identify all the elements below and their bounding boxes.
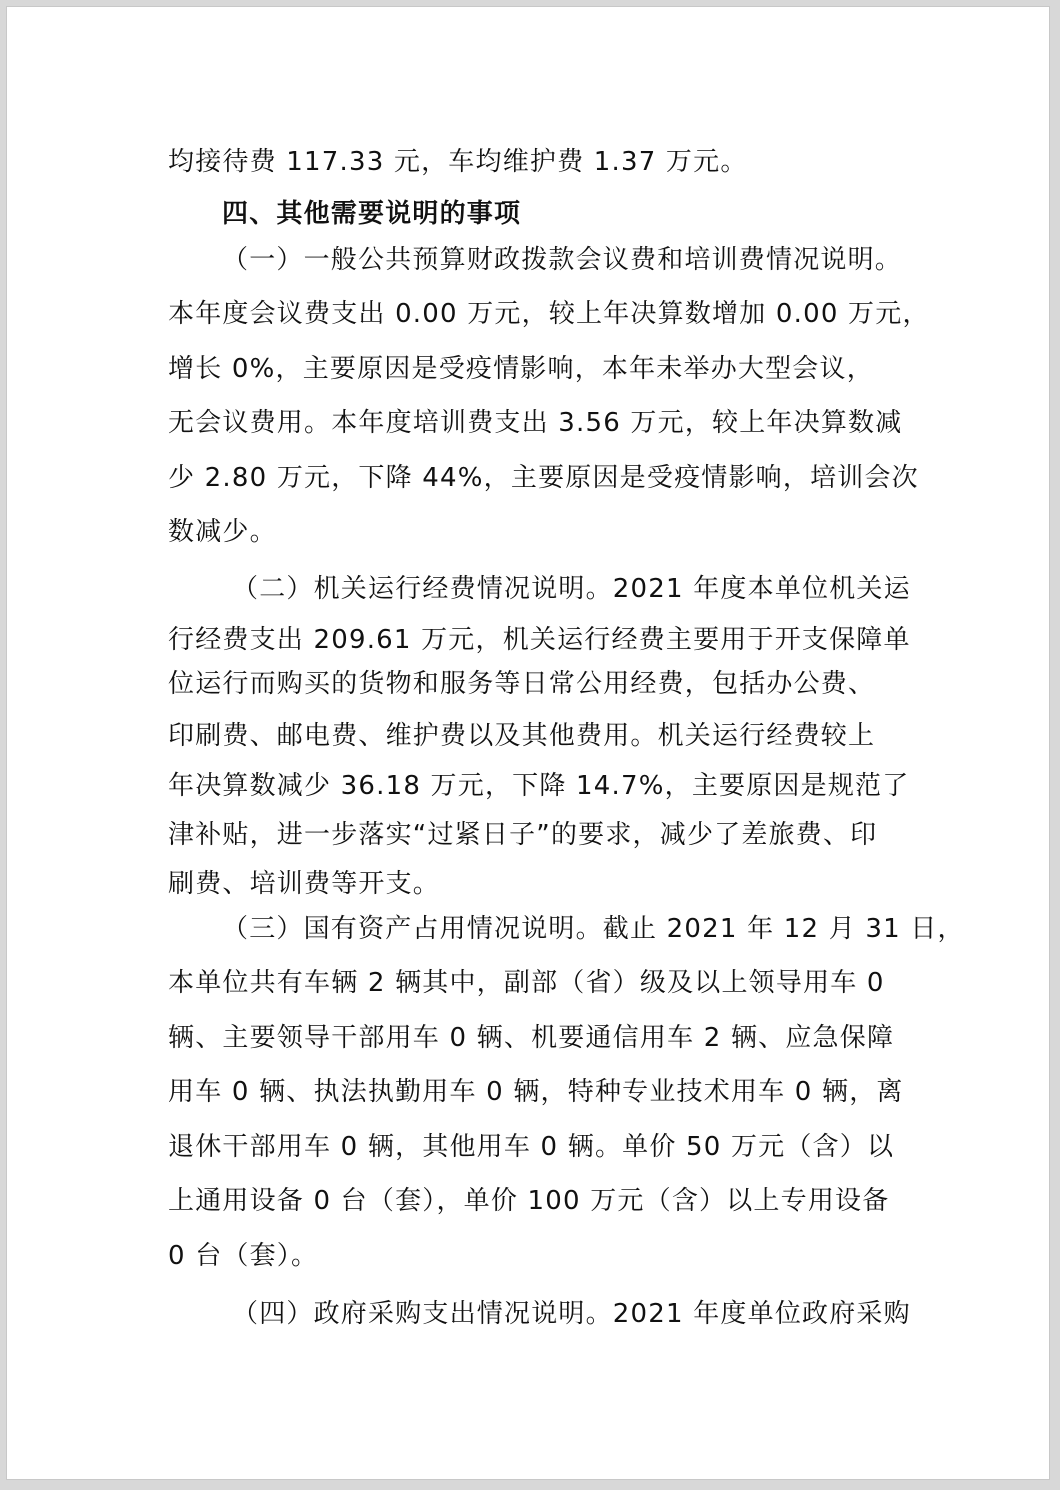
subsection-heading: （四）政府采购支出情况说明。2021 年度单位政府采购 xyxy=(232,1299,911,1329)
text-line: 退休干部用车 0 辆，其他用车 0 辆。单价 50 万元（含）以 xyxy=(168,1132,895,1162)
text-line: 刷费、培训费等开支。 xyxy=(168,869,441,899)
text-line: 上通用设备 0 台（套），单价 100 万元（含）以上专用设备 xyxy=(168,1186,890,1216)
text-line: 增长 0%，主要原因是受疫情影响，本年未举办大型会议， xyxy=(168,354,874,384)
text-line: 0 台（套）。 xyxy=(168,1241,319,1271)
text-line: 行经费支出 209.61 万元，机关运行经费主要用于开支保障单 xyxy=(168,625,911,655)
section-heading: 四、其他需要说明的事项 xyxy=(222,199,522,229)
text-line: 津补贴，进一步落实“过紧日子”的要求，减少了差旅费、印 xyxy=(168,820,878,850)
text-line: 无会议费用。本年度培训费支出 3.56 万元，较上年决算数减 xyxy=(168,408,903,438)
text-line: 均接待费 117.33 元，车均维护费 1.37 万元。 xyxy=(168,147,748,177)
text-line: 本单位共有车辆 2 辆其中，副部（省）级及以上领导用车 0 xyxy=(168,968,885,998)
text-line: 年决算数减少 36.18 万元，下降 14.7%，主要原因是规范了 xyxy=(168,771,910,801)
text-line: 辆、主要领导干部用车 0 辆、机要通信用车 2 辆、应急保障 xyxy=(168,1023,895,1053)
text-line: 数减少。 xyxy=(168,517,277,547)
subsection-heading: （三）国有资产占用情况说明。截止 2021 年 12 月 31 日， xyxy=(222,914,965,944)
subsection-heading: （一）一般公共预算财政拨款会议费和培训费情况说明。 xyxy=(222,245,903,275)
text-line: 本年度会议费支出 0.00 万元，较上年决算数增加 0.00 万元， xyxy=(168,299,930,329)
subsection-heading: （二）机关运行经费情况说明。2021 年度本单位机关运 xyxy=(232,574,911,604)
text-line: 印刷费、邮电费、维护费以及其他费用。机关运行经费较上 xyxy=(168,721,876,751)
text-line: 少 2.80 万元，下降 44%，主要原因是受疫情影响，培训会次 xyxy=(168,463,919,493)
text-line: 用车 0 辆、执法执勤用车 0 辆，特种专业技术用车 0 辆，离 xyxy=(168,1077,904,1107)
text-line: 位运行而购买的货物和服务等日常公用经费，包括办公费、 xyxy=(168,669,876,699)
